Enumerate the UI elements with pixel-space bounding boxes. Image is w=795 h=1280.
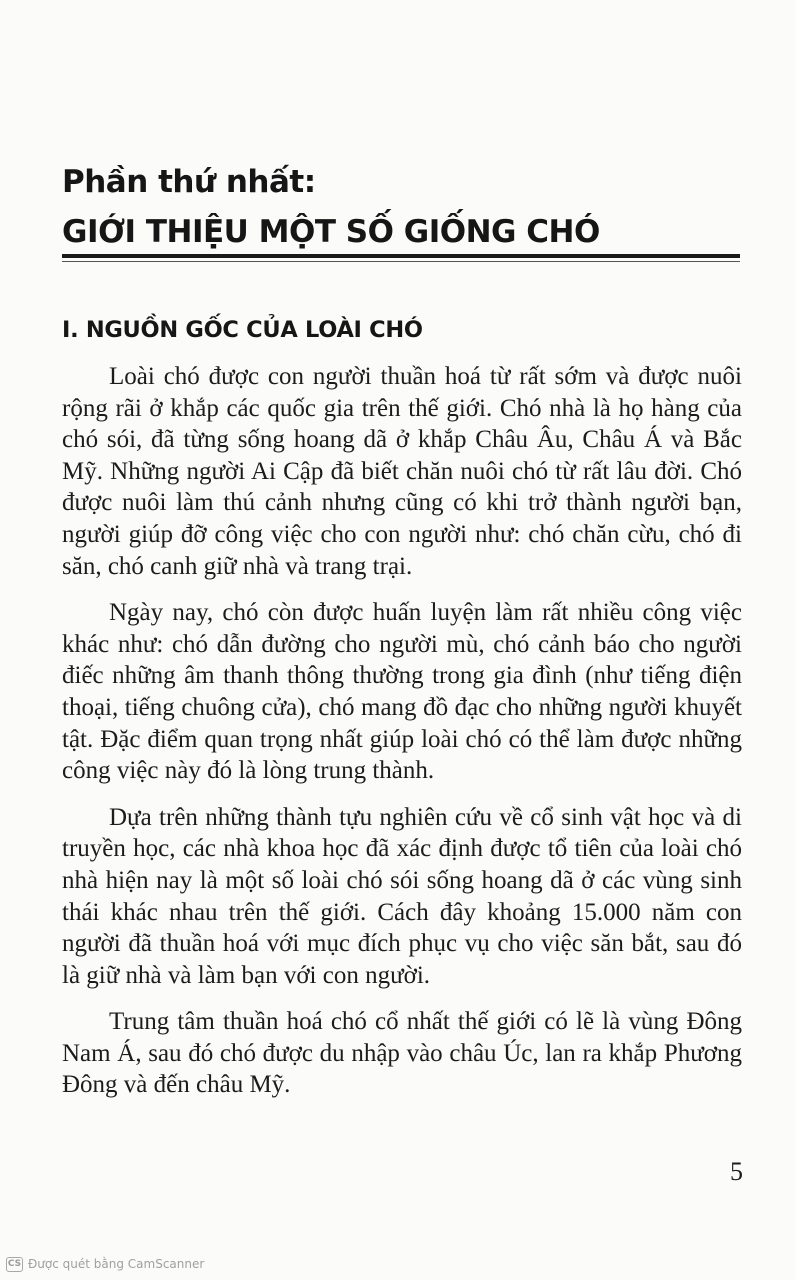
part-heading: [62, 160, 742, 254]
paragraph-4: Trung tâm thuần hoá chó cổ nhất thế giới có lẽ là vùng Đông Nam Á, sau đó chó được du nhập vào châu Úc, lan ra khắp Phương Đông và đến châu Mỹ.: [62, 1008, 742, 1099]
page-number: 5: [730, 1157, 743, 1186]
paragraph-1: Loài chó được con người thuần hoá từ rất sớm và được nuôi rộng rãi ở khắp các quốc gia trên thế giới. Chó nhà là họ hàng của chó sói, đã từng sống hoang dã ở khắp Châu Âu, Châu Á và Bắc Mỹ. Những người Ai Cập đã biết chăn nuôi chó từ rất lâu đời. Chó được nuôi làm thú cảnh nhưng cũng có khi trở thành người bạn, người giúp đỡ công việc cho con người như: chó chăn cừu, chó đi săn, chó canh giữ nhà và trang trại.: [62, 363, 742, 580]
paragraph-2: Ngày nay, chó còn được huấn luyện làm rất nhiều công việc khác như: chó dẫn đường cho người mù, chó cảnh báo cho người điếc những âm thanh thông thường trong gia đình (như tiếng điện thoại, tiếng chuông cửa), chó mang đồ đạc cho những người khuyết tật. Đặc điểm quan trọng nhất giúp loài chó có thể làm được những công việc này đó là lòng trung thành.: [62, 599, 742, 785]
scanner-caption: Được quét bằng CamScanner: [28, 1257, 205, 1271]
part-label: Phần thứ nhất:: [62, 164, 316, 200]
heading-rule: [62, 254, 740, 258]
camscanner-logo-icon: CS: [6, 1257, 23, 1272]
heading-rule-thin: [62, 261, 740, 262]
body-text: [62, 361, 742, 1116]
section-heading: I. NGUỒN GỐC CỦA LOÀI CHÓ: [62, 317, 423, 343]
paragraph-3: Dựa trên những thành tựu nghiên cứu về cổ sinh vật học và di truyền học, các nhà khoa học đã xác định được tổ tiên của loài chó nhà hiện nay là một số loài chó sói sống hoang dã ở các vùng sinh thái khác nhau trên thế giới. Cách đây khoảng 15.000 năm con người đã thuần hoá với mục đích phục vụ cho việc săn bắt, sau đó là giữ nhà và làm bạn với con người.: [62, 803, 742, 989]
scanner-watermark: [6, 1254, 204, 1274]
part-title: GIỚI THIỆU MỘT SỐ GIỐNG CHÓ: [62, 214, 600, 250]
